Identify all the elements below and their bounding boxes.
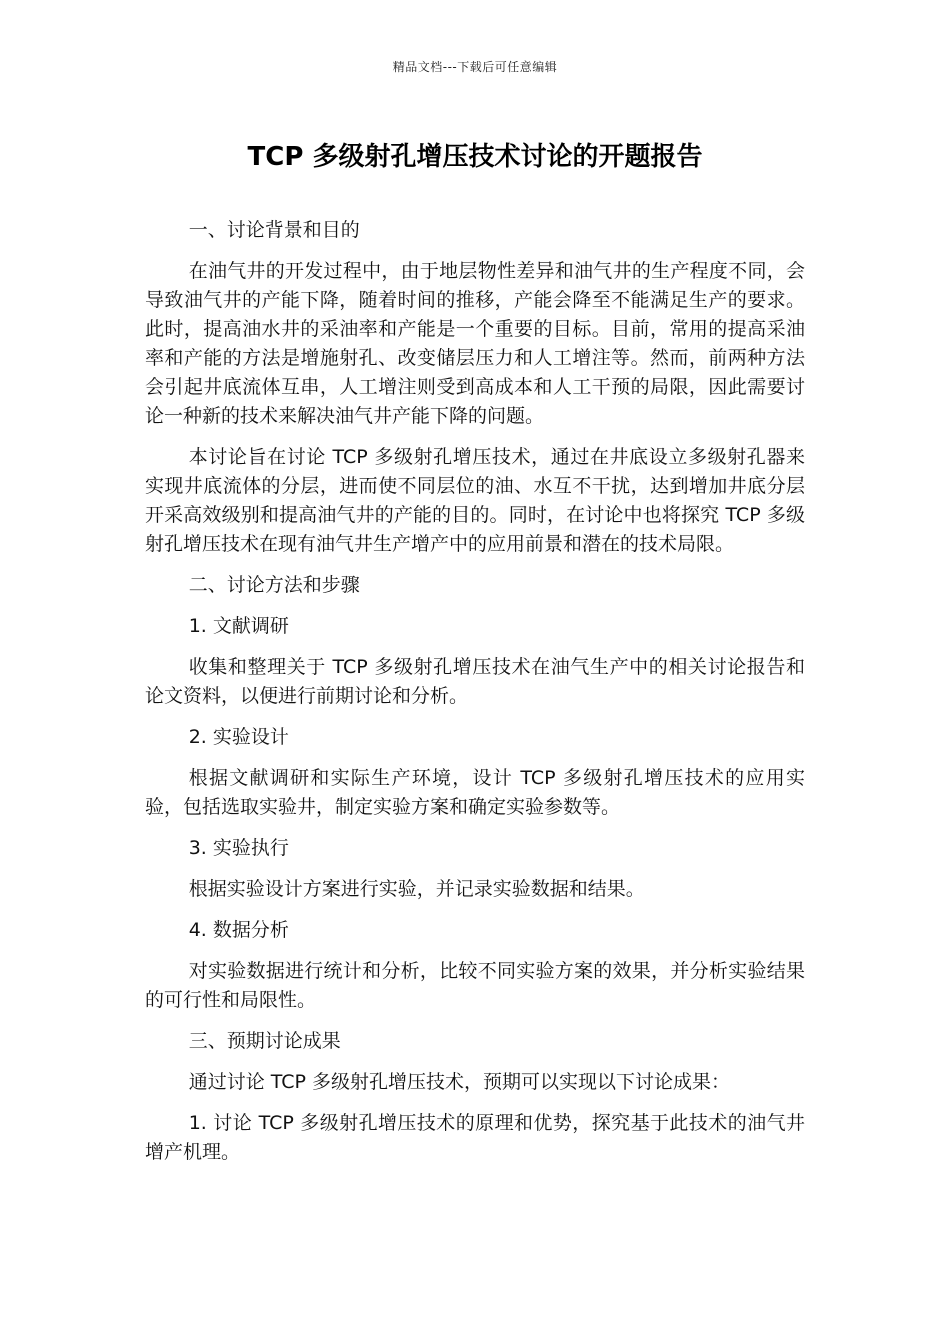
header-note: 精品文档---下载后可任意编辑: [392, 60, 558, 74]
section1-heading: 一、讨论背景和目的: [188, 219, 360, 241]
step3-text: 根据实验设计方案进行实验，并记录实验数据和结果。: [188, 878, 645, 900]
step2-text: 根据文献调研和实际生产环境，设计 TCP 多级射孔增压技术的应用实验，包括选取实验井，制定实验方案和确定实验参数等。: [145, 767, 805, 818]
section3-heading: 三、预期讨论成果: [188, 1030, 341, 1052]
step4-text: 对实验数据进行统计和分析，比较不同实验方案的效果，并分析实验结果的可行性和局限性。: [145, 960, 805, 1011]
section3-item-1: 1. 讨论 TCP 多级射孔增压技术的原理和优势，探究基于此技术的油气井增产机理。: [145, 1112, 805, 1163]
step3-heading: 3. 实验执行: [188, 837, 289, 859]
step1-heading: 1. 文献调研: [188, 615, 289, 637]
section2-heading: 二、讨论方法和步骤: [188, 574, 360, 596]
section3-intro: 通过讨论 TCP 多级射孔增压技术，预期可以实现以下讨论成果：: [188, 1071, 730, 1093]
step1-text: 收集和整理关于 TCP 多级射孔增压技术在油气生产中的相关讨论报告和论文资料，以便进行前期讨论和分析。: [145, 656, 805, 707]
step2-heading: 2. 实验设计: [188, 726, 289, 748]
document-title: TCP 多级射孔增压技术讨论的开题报告: [247, 142, 703, 172]
document-body: [145, 216, 805, 1179]
step4-heading: 4. 数据分析: [188, 919, 289, 941]
section1-paragraph-2: 本讨论旨在讨论 TCP 多级射孔增压技术，通过在井底设立多级射孔器来实现井底流体的分层，进而使不同层位的油、水互不干扰，达到增加井底分层开采高效级别和提高油气井的产能的目的。同时，在讨论中也将探究 TCP 多级射孔增压技术在现有油气井生产增产中的应用前景和潜在的技术局限。: [145, 446, 805, 555]
section1-paragraph-1: 在油气井的开发过程中，由于地层物性差异和油气井的生产程度不同，会导致油气井的产能下降，随着时间的推移，产能会降至不能满足生产的要求。此时，提高油水井的采油率和产能是一个重要的目标。目前，常用的提高采油率和产能的方法是增施射孔、改变储层压力和人工增注等。然而，前两种方法会引起井底流体互串，人工增注则受到高成本和人工干预的局限，因此需要讨论一种新的技术来解决油气井产能下降的问题。: [145, 260, 805, 427]
